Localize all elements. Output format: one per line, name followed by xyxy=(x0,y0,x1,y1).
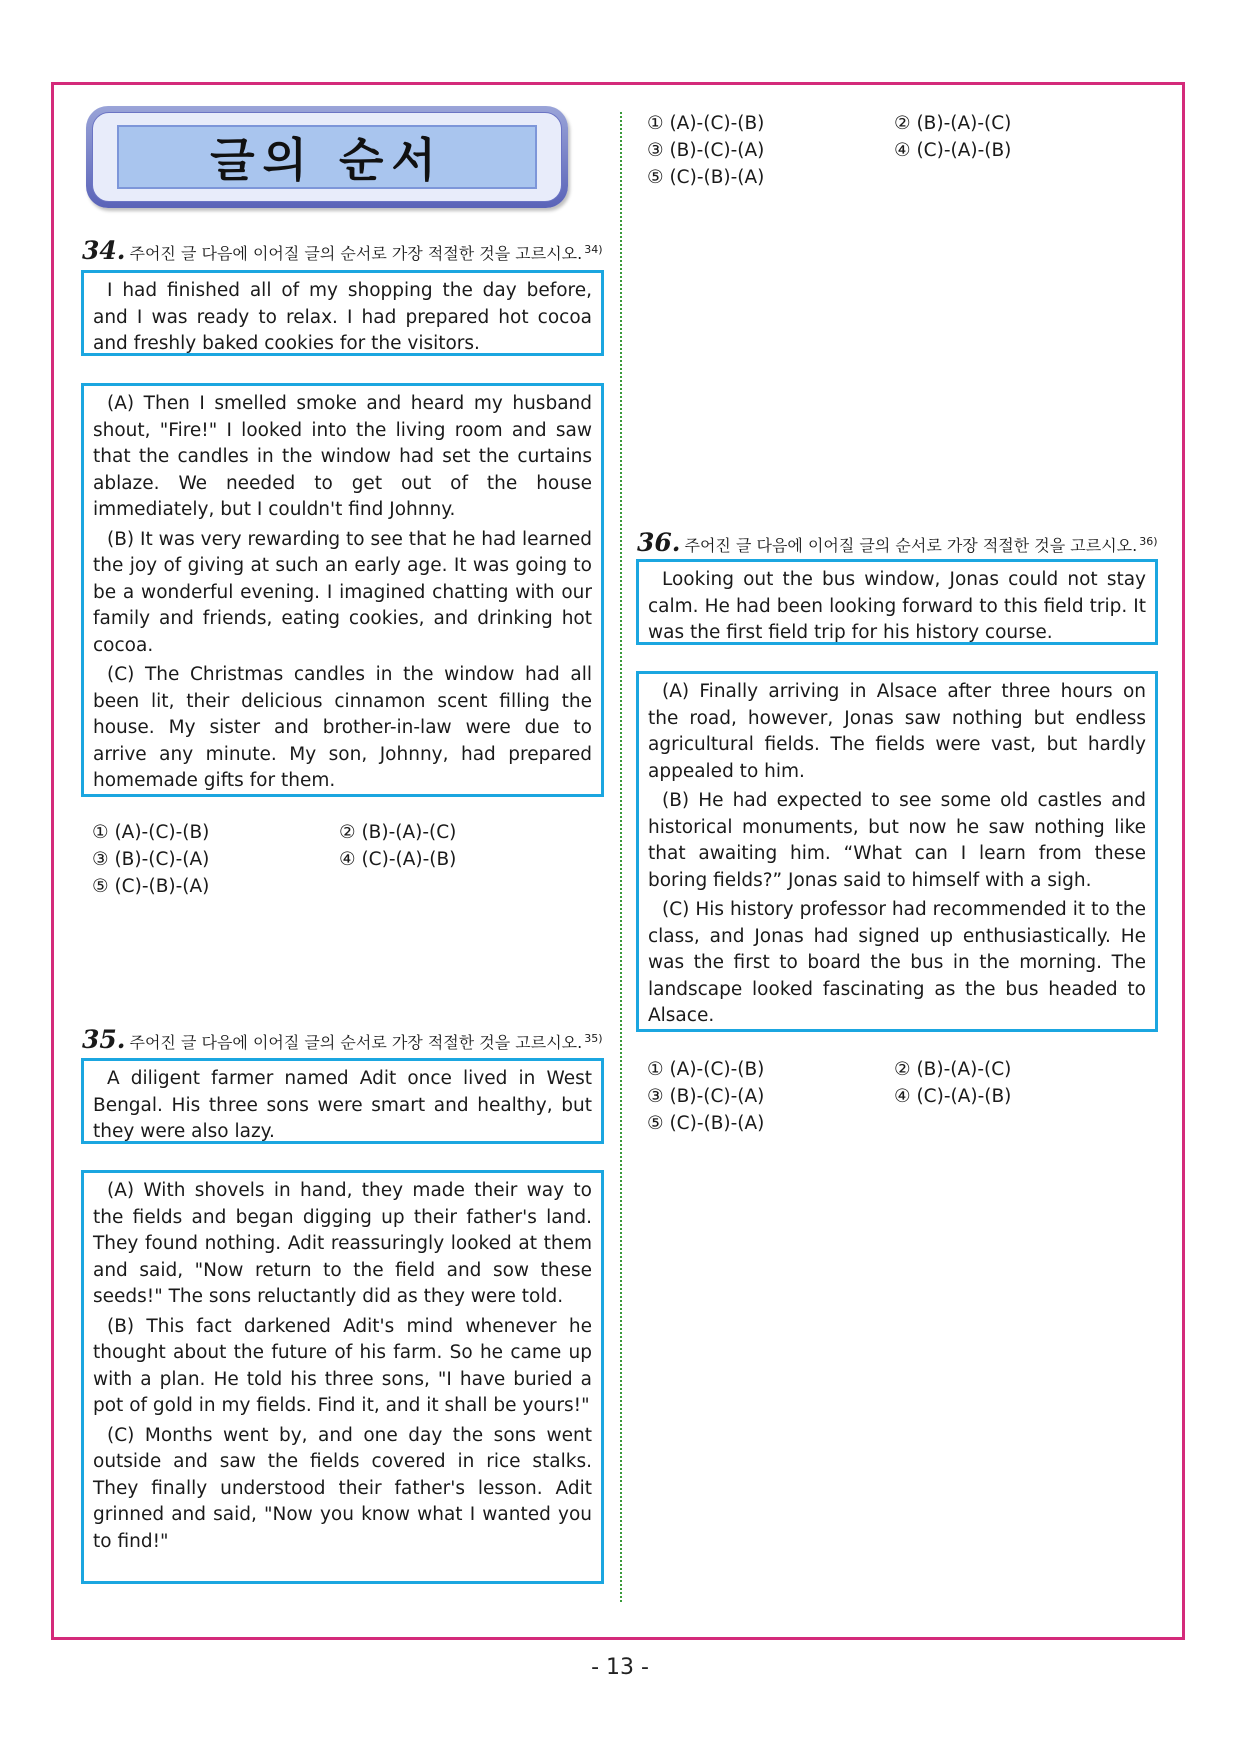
question-prompt: 주어진 글 다음에 이어질 글의 순서로 가장 적절한 것을 고르시오. $^{34)}$ xyxy=(129,242,603,263)
question-prompt: 주어진 글 다음에 이어질 글의 순서로 가장 적절한 것을 고르시오. $^{35)}$ xyxy=(129,1031,603,1052)
choice-2[interactable]: ② (B)-(A)-(C) xyxy=(339,822,457,843)
choice-2[interactable]: ② (B)-(A)-(C) xyxy=(894,113,1012,134)
passage-c: (C) Months went by, and one day the sons went outside and saw the fields covered in rice stalks. They finally understood their father's lesson. Adit grinned and said, "Now you know what I wanted you to find!" xyxy=(93,1424,592,1552)
choice-3[interactable]: ③ (B)-(C)-(A) xyxy=(647,1086,765,1107)
question-35-header xyxy=(82,1025,603,1054)
question-35-choices xyxy=(647,110,1011,191)
section-title-banner xyxy=(86,106,568,208)
passage-text: A diligent farmer named Adit once lived in West Bengal. His three sons were smart and healthy, but they were also lazy. xyxy=(93,1068,592,1142)
column-divider xyxy=(620,112,622,1602)
question-number: 36. xyxy=(637,528,681,557)
question-36-ordering-passages xyxy=(636,671,1158,1032)
question-36-choices xyxy=(647,1056,1011,1137)
passage-a: (A) Then I smelled smoke and heard my husband shout, "Fire!" I looked into the living room and saw that the candles in the window had set the curtains ablaze. We needed to get out of the house immediately, but I couldn't find Johnny. xyxy=(93,393,592,520)
passage-text: Looking out the bus window, Jonas could not stay calm. He had been looking forward to this field trip. It was the first field trip for his history course. xyxy=(648,569,1146,643)
passage-a: (A) Finally arriving in Alsace after three hours on the road, however, Jonas saw nothing but endless agricultural fields. The fields were vast, but hardly appealed to him. xyxy=(648,681,1146,782)
choice-2[interactable]: ② (B)-(A)-(C) xyxy=(894,1059,1012,1080)
question-34-choices xyxy=(92,819,456,900)
choice-3[interactable]: ③ (B)-(C)-(A) xyxy=(647,140,765,161)
passage-b: (B) It was very rewarding to see that he had learned the joy of giving at such an early age. It was going to be a wonderful evening. I imagined chatting with our family and friends, eating cookies, and drinking hot cocoa. xyxy=(93,528,592,656)
passage-b: (B) This fact darkened Adit's mind whenever he thought about the future of his farm. So he came up with a plan. He told his three sons, "I have buried a pot of gold in my fields. Find it, and it shall be yours!" xyxy=(93,1315,592,1416)
choice-5[interactable]: ⑤ (C)-(B)-(A) xyxy=(647,1113,765,1134)
question-prompt: 주어진 글 다음에 이어질 글의 순서로 가장 적절한 것을 고르시오. $^{36)}$ xyxy=(684,534,1158,555)
question-34-given-passage xyxy=(81,270,604,356)
passage-c: (C) The Christmas candles in the window had all been lit, their delicious cinnamon scent filling the house. My sister and brother-in-law were due to arrive any minute. My son, Johnny, had prepared homemade gifts for them. xyxy=(93,664,592,791)
choice-4[interactable]: ④ (C)-(A)-(B) xyxy=(894,1086,1012,1107)
question-number: 34. xyxy=(82,236,126,265)
question-number: 35. xyxy=(82,1025,126,1054)
choice-1[interactable]: ① (A)-(C)-(B) xyxy=(92,822,210,843)
section-title: 글의 순서 xyxy=(210,133,444,187)
page-number: - 13 - xyxy=(591,1655,649,1680)
passage-b: (B) He had expected to see some old castles and historical monuments, but now he saw nothing like that awaiting him. “What can I learn from these boring fields?” Jonas said to himself with a sigh. xyxy=(648,790,1146,891)
question-35-ordering-passages xyxy=(81,1170,604,1584)
passage-c: (C) His history professor had recommended it to the class, and Jonas had signed up enthusiastically. He was the first to board the bus in the morning. The landscape looked fascinating as the bus headed to Alsace. xyxy=(648,899,1146,1026)
question-36-header xyxy=(637,528,1158,557)
question-34-ordering-passages xyxy=(81,383,604,797)
choice-5[interactable]: ⑤ (C)-(B)-(A) xyxy=(92,876,210,897)
choice-3[interactable]: ③ (B)-(C)-(A) xyxy=(92,849,210,870)
question-36-given-passage xyxy=(636,559,1158,645)
passage-text: I had finished all of my shopping the day before, and I was ready to relax. I had prepared hot cocoa and freshly baked cookies for the visitors. xyxy=(93,280,592,354)
passage-a: (A) With shovels in hand, they made their way to the fields and began digging up their father's land. They found nothing. Adit reassuringly looked at them and said, "Now return to the field and sow these seeds!" The sons reluctantly did as they were told. xyxy=(93,1180,592,1307)
choice-4[interactable]: ④ (C)-(A)-(B) xyxy=(339,849,457,870)
choice-4[interactable]: ④ (C)-(A)-(B) xyxy=(894,140,1012,161)
question-34-header xyxy=(82,236,603,265)
choice-1[interactable]: ① (A)-(C)-(B) xyxy=(647,113,765,134)
choice-1[interactable]: ① (A)-(C)-(B) xyxy=(647,1059,765,1080)
question-35-given-passage xyxy=(81,1058,604,1144)
choice-5[interactable]: ⑤ (C)-(B)-(A) xyxy=(647,167,765,188)
